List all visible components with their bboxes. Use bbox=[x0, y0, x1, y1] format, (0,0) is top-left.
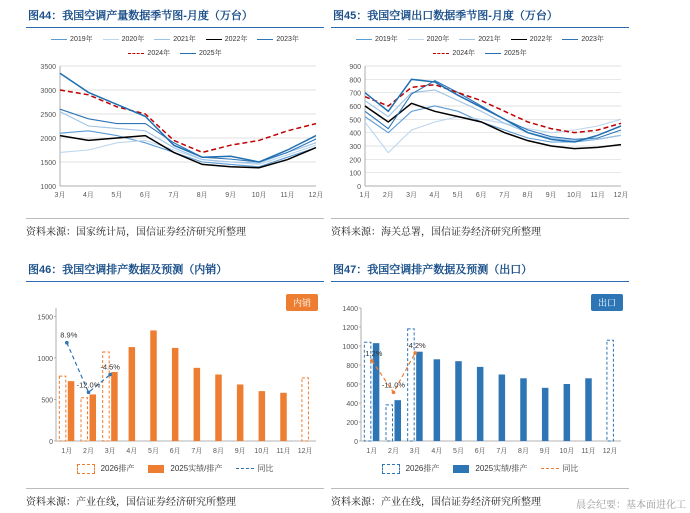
svg-text:-11.0%: -11.0% bbox=[381, 380, 406, 390]
figure-45-title: 图45：我国空调出口数据季节图-月度（万台） bbox=[331, 4, 629, 28]
svg-text:600: 600 bbox=[346, 382, 358, 389]
figure-45-plot bbox=[331, 58, 629, 208]
svg-text:5月: 5月 bbox=[452, 192, 464, 199]
svg-text:-12.0%: -12.0% bbox=[76, 380, 101, 390]
svg-text:2000: 2000 bbox=[40, 136, 56, 143]
legend-label: 2025实绩/排产 bbox=[170, 464, 223, 473]
legend-label: 2021年 bbox=[173, 36, 196, 43]
svg-text:1500: 1500 bbox=[40, 160, 56, 167]
svg-text:900: 900 bbox=[349, 64, 361, 71]
svg-text:-4.5%: -4.5% bbox=[100, 362, 120, 372]
svg-text:100: 100 bbox=[349, 170, 361, 178]
legend-label: 2025年 bbox=[199, 50, 222, 57]
svg-text:10月: 10月 bbox=[254, 448, 270, 455]
svg-text:3月: 3月 bbox=[54, 192, 66, 199]
svg-text:400: 400 bbox=[349, 130, 361, 138]
legend-item bbox=[382, 463, 440, 474]
svg-text:2月: 2月 bbox=[83, 448, 94, 455]
legend-item bbox=[257, 34, 299, 44]
legend-item bbox=[485, 48, 527, 58]
svg-text:200: 200 bbox=[349, 157, 361, 165]
figure-45-chart bbox=[331, 34, 629, 208]
figure-44-chart bbox=[26, 34, 324, 208]
svg-text:0: 0 bbox=[354, 439, 358, 446]
legend-label: 2022年 bbox=[224, 36, 248, 43]
figure-44-source: 资料来源：国家统计局，国信证券经济研究所整理 bbox=[26, 218, 324, 238]
svg-text:2500: 2500 bbox=[40, 112, 56, 119]
svg-text:0: 0 bbox=[357, 184, 361, 191]
legend-label: 2019年 bbox=[375, 36, 398, 43]
svg-text:1月: 1月 bbox=[366, 448, 378, 455]
figure-44-title: 图44：我国空调产量数据季节图-月度（万台） bbox=[26, 4, 324, 28]
svg-text:3000: 3000 bbox=[40, 88, 56, 95]
legend-label: 2022年 bbox=[529, 36, 553, 43]
figure-47-panel bbox=[331, 258, 629, 506]
legend-item bbox=[128, 48, 170, 58]
svg-text:2月: 2月 bbox=[382, 192, 394, 199]
figure-47-tag: 出口 bbox=[591, 294, 623, 311]
svg-text:1月: 1月 bbox=[359, 192, 371, 199]
legend-label: 2021年 bbox=[478, 36, 501, 43]
svg-text:200: 200 bbox=[346, 420, 358, 427]
svg-text:12月: 12月 bbox=[308, 192, 324, 199]
svg-text:8月: 8月 bbox=[196, 192, 208, 199]
legend-item bbox=[433, 48, 475, 58]
svg-text:8月: 8月 bbox=[522, 192, 534, 199]
svg-text:9月: 9月 bbox=[545, 192, 557, 199]
legend-item bbox=[453, 463, 527, 474]
svg-text:9月: 9月 bbox=[234, 448, 246, 455]
figure-44-plot bbox=[26, 58, 324, 208]
legend-label: 同比 bbox=[562, 464, 579, 473]
svg-text:400: 400 bbox=[346, 401, 358, 408]
svg-text:10月: 10月 bbox=[567, 192, 582, 199]
figure-44-panel bbox=[26, 4, 324, 236]
svg-text:4.2%: 4.2% bbox=[408, 340, 426, 350]
svg-text:4月: 4月 bbox=[431, 448, 443, 455]
svg-text:500: 500 bbox=[349, 117, 361, 125]
figure-45-panel bbox=[331, 4, 629, 236]
svg-text:1000: 1000 bbox=[40, 184, 56, 191]
svg-text:800: 800 bbox=[346, 363, 358, 370]
legend-item bbox=[154, 34, 196, 44]
svg-text:3月: 3月 bbox=[104, 448, 116, 455]
svg-text:6月: 6月 bbox=[475, 192, 487, 199]
figure-47-legend bbox=[331, 463, 629, 474]
legend-label: 2023年 bbox=[276, 36, 299, 43]
svg-text:8月: 8月 bbox=[518, 448, 529, 455]
svg-text:1400: 1400 bbox=[342, 306, 358, 313]
figure-47-plot bbox=[331, 286, 629, 461]
svg-text:1500: 1500 bbox=[37, 314, 53, 322]
figure-46-tag: 内销 bbox=[286, 294, 318, 311]
figure-46-legend bbox=[26, 463, 324, 474]
svg-text:11月: 11月 bbox=[280, 192, 295, 199]
svg-text:6月: 6月 bbox=[474, 448, 486, 455]
figure-46-title: 图46：我国空调排产数据及预测（内销） bbox=[26, 258, 324, 282]
svg-text:10月: 10月 bbox=[559, 448, 575, 455]
svg-text:1000: 1000 bbox=[37, 355, 53, 363]
svg-text:5月: 5月 bbox=[148, 448, 159, 455]
svg-text:7月: 7月 bbox=[191, 448, 203, 455]
figure-46-panel bbox=[26, 258, 324, 506]
legend-label: 2019年 bbox=[70, 36, 93, 43]
legend-label: 2025年 bbox=[504, 50, 527, 57]
legend-item bbox=[236, 463, 273, 474]
legend-label: 2024年 bbox=[452, 50, 475, 57]
svg-text:12月: 12月 bbox=[613, 192, 629, 199]
svg-text:7月: 7月 bbox=[496, 448, 508, 455]
svg-text:700: 700 bbox=[349, 90, 361, 98]
legend-label: 2023年 bbox=[581, 36, 604, 43]
svg-text:5月: 5月 bbox=[453, 448, 464, 455]
svg-text:9月: 9月 bbox=[225, 192, 237, 199]
legend-item bbox=[408, 34, 450, 44]
footer-watermark: 晨会纪要：基本面进化工 bbox=[576, 500, 686, 511]
svg-text:6月: 6月 bbox=[139, 192, 151, 199]
svg-text:12月: 12月 bbox=[602, 448, 618, 455]
svg-text:800: 800 bbox=[349, 77, 361, 85]
svg-text:300: 300 bbox=[349, 144, 361, 151]
legend-item bbox=[180, 48, 222, 58]
legend-label: 2026排产 bbox=[100, 464, 135, 473]
svg-text:3月: 3月 bbox=[406, 192, 417, 199]
svg-text:1000: 1000 bbox=[342, 344, 358, 351]
svg-text:3月: 3月 bbox=[409, 448, 421, 455]
legend-label: 2026排产 bbox=[405, 464, 440, 473]
legend-item bbox=[541, 463, 578, 474]
figure-45-source: 资料来源：海关总署，国信证券经济研究所整理 bbox=[331, 218, 629, 238]
legend-label: 同比 bbox=[257, 464, 274, 473]
svg-text:2月: 2月 bbox=[388, 448, 399, 455]
legend-item bbox=[77, 463, 135, 474]
svg-text:11月: 11月 bbox=[581, 448, 596, 455]
svg-text:4月: 4月 bbox=[429, 192, 441, 199]
svg-text:9月: 9月 bbox=[539, 448, 551, 455]
svg-text:8.9%: 8.9% bbox=[60, 330, 78, 340]
figure-47-title: 图47：我国空调排产数据及预测（出口） bbox=[331, 258, 629, 282]
svg-text:3500: 3500 bbox=[40, 64, 56, 71]
svg-text:1月: 1月 bbox=[61, 448, 73, 455]
svg-text:1200: 1200 bbox=[342, 325, 358, 332]
svg-text:7月: 7月 bbox=[499, 192, 511, 199]
svg-text:4月: 4月 bbox=[82, 192, 94, 199]
svg-text:5月: 5月 bbox=[111, 192, 123, 199]
figure-45-legend bbox=[331, 34, 629, 58]
legend-label: 2025实绩/排产 bbox=[475, 464, 528, 473]
legend-item bbox=[562, 34, 604, 44]
legend-item bbox=[148, 463, 222, 474]
figure-44-legend bbox=[26, 34, 324, 58]
svg-text:11月: 11月 bbox=[276, 448, 291, 455]
legend-label: 2020年 bbox=[121, 36, 145, 43]
legend-label: 2020年 bbox=[426, 36, 450, 43]
legend-item bbox=[103, 34, 145, 44]
legend-item bbox=[206, 34, 248, 44]
svg-text:500: 500 bbox=[41, 397, 53, 405]
svg-text:10月: 10月 bbox=[251, 192, 267, 199]
figure-46-plot bbox=[26, 286, 324, 461]
figure-46-chart bbox=[26, 286, 324, 474]
svg-text:6月: 6月 bbox=[169, 448, 181, 455]
legend-item bbox=[51, 34, 93, 44]
figure-47-source: 资料来源：产业在线，国信证券经济研究所整理 bbox=[331, 488, 629, 508]
svg-text:600: 600 bbox=[349, 104, 361, 111]
legend-item bbox=[459, 34, 501, 44]
legend-item bbox=[356, 34, 398, 44]
svg-text:0: 0 bbox=[49, 439, 53, 446]
svg-text:7月: 7月 bbox=[168, 192, 180, 199]
legend-label: 2024年 bbox=[147, 50, 170, 57]
svg-text:11月: 11月 bbox=[590, 192, 605, 199]
svg-text:4月: 4月 bbox=[126, 448, 138, 455]
figure-47-chart bbox=[331, 286, 629, 474]
svg-text:12月: 12月 bbox=[297, 448, 313, 455]
svg-text:1.2%: 1.2% bbox=[365, 348, 383, 358]
legend-item bbox=[511, 34, 553, 44]
svg-text:8月: 8月 bbox=[213, 448, 224, 455]
figure-46-source: 资料来源：产业在线，国信证券经济研究所整理 bbox=[26, 488, 324, 508]
